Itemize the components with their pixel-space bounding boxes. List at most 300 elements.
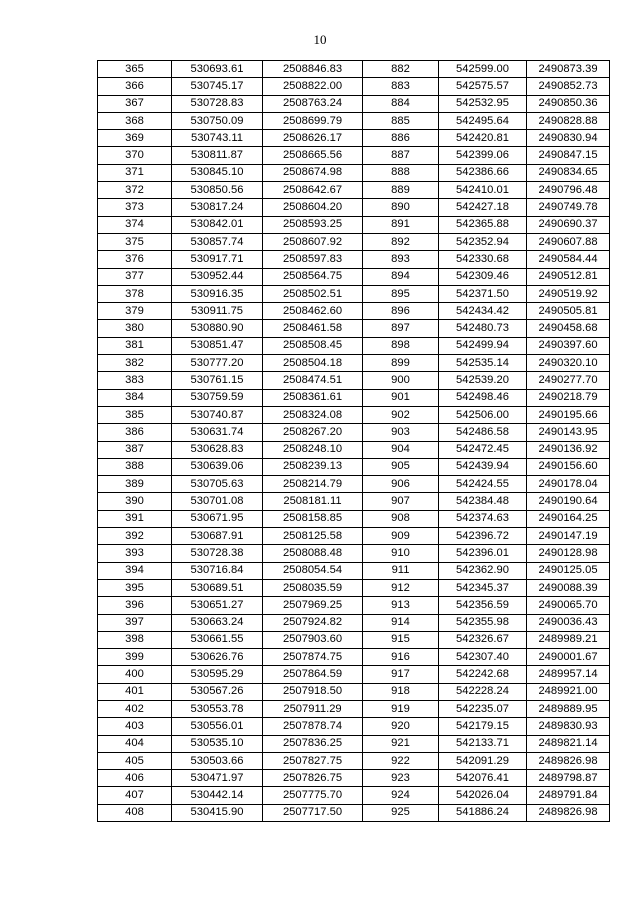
x-coordinate-cell: 541886.24 (439, 804, 527, 821)
table-row (98, 112, 610, 129)
point-number-cell: 378 (98, 285, 172, 302)
point-number-cell: 388 (98, 458, 172, 475)
point-number-cell: 892 (363, 233, 439, 250)
y-coordinate-cell: 2490584.44 (527, 251, 610, 268)
y-coordinate-cell: 2490850.36 (527, 95, 610, 112)
x-coordinate-cell: 530851.47 (172, 337, 263, 354)
y-coordinate-cell: 2489830.93 (527, 718, 610, 735)
y-coordinate-cell: 2490690.37 (527, 216, 610, 233)
y-coordinate-cell: 2489826.98 (527, 752, 610, 769)
page-number: 10 (313, 32, 327, 47)
table-row (98, 528, 610, 545)
point-number-cell: 898 (363, 337, 439, 354)
table-row (98, 614, 610, 631)
x-coordinate-cell: 530471.97 (172, 770, 263, 787)
point-number-cell: 401 (98, 683, 172, 700)
y-coordinate-cell: 2490830.94 (527, 130, 610, 147)
x-coordinate-cell: 530728.38 (172, 545, 263, 562)
y-coordinate-cell: 2507911.29 (263, 700, 363, 717)
point-number-cell: 914 (363, 614, 439, 631)
point-number-cell: 383 (98, 372, 172, 389)
point-number-cell: 377 (98, 268, 172, 285)
x-coordinate-cell: 530663.24 (172, 614, 263, 631)
x-coordinate-cell: 542410.01 (439, 182, 527, 199)
point-number-cell: 897 (363, 320, 439, 337)
y-coordinate-cell: 2508504.18 (263, 355, 363, 372)
point-number-cell: 915 (363, 631, 439, 648)
x-coordinate-cell: 542495.64 (439, 112, 527, 129)
y-coordinate-cell: 2508597.83 (263, 251, 363, 268)
y-coordinate-cell: 2507864.59 (263, 666, 363, 683)
point-number-cell: 386 (98, 424, 172, 441)
table-row (98, 303, 610, 320)
table-row (98, 95, 610, 112)
point-number-cell: 373 (98, 199, 172, 216)
y-coordinate-cell: 2508508.45 (263, 337, 363, 354)
point-number-cell: 904 (363, 441, 439, 458)
x-coordinate-cell: 542345.37 (439, 579, 527, 596)
y-coordinate-cell: 2489957.14 (527, 666, 610, 683)
point-number-cell: 387 (98, 441, 172, 458)
x-coordinate-cell: 542235.07 (439, 700, 527, 717)
point-number-cell: 370 (98, 147, 172, 164)
point-number-cell: 398 (98, 631, 172, 648)
y-coordinate-cell: 2490125.05 (527, 562, 610, 579)
point-number-cell: 909 (363, 528, 439, 545)
x-coordinate-cell: 530745.17 (172, 78, 263, 95)
y-coordinate-cell: 2490320.10 (527, 355, 610, 372)
x-coordinate-cell: 542228.24 (439, 683, 527, 700)
x-coordinate-cell: 530845.10 (172, 164, 263, 181)
y-coordinate-cell: 2508267.20 (263, 424, 363, 441)
table-row (98, 735, 610, 752)
table-row (98, 320, 610, 337)
x-coordinate-cell: 542396.01 (439, 545, 527, 562)
x-coordinate-cell: 542355.98 (439, 614, 527, 631)
x-coordinate-cell: 530689.51 (172, 579, 263, 596)
table-row (98, 787, 610, 804)
point-number-cell: 403 (98, 718, 172, 735)
point-number-cell: 882 (363, 61, 439, 78)
y-coordinate-cell: 2508324.08 (263, 406, 363, 423)
x-coordinate-cell: 530503.66 (172, 752, 263, 769)
y-coordinate-cell: 2490519.92 (527, 285, 610, 302)
point-number-cell: 379 (98, 303, 172, 320)
table-row (98, 718, 610, 735)
point-number-cell: 883 (363, 78, 439, 95)
y-coordinate-cell: 2507969.25 (263, 597, 363, 614)
point-number-cell: 890 (363, 199, 439, 216)
x-coordinate-cell: 542309.46 (439, 268, 527, 285)
point-number-cell: 367 (98, 95, 172, 112)
x-coordinate-cell: 542371.50 (439, 285, 527, 302)
x-coordinate-cell: 542424.55 (439, 476, 527, 493)
point-number-cell: 400 (98, 666, 172, 683)
y-coordinate-cell: 2507878.74 (263, 718, 363, 735)
y-coordinate-cell: 2490136.92 (527, 441, 610, 458)
y-coordinate-cell: 2490128.98 (527, 545, 610, 562)
y-coordinate-cell: 2490796.48 (527, 182, 610, 199)
point-number-cell: 374 (98, 216, 172, 233)
table-row (98, 631, 610, 648)
y-coordinate-cell: 2507827.75 (263, 752, 363, 769)
point-number-cell: 913 (363, 597, 439, 614)
point-number-cell: 921 (363, 735, 439, 752)
x-coordinate-cell: 542133.71 (439, 735, 527, 752)
x-coordinate-cell: 530857.74 (172, 233, 263, 250)
y-coordinate-cell: 2507918.50 (263, 683, 363, 700)
table-row (98, 562, 610, 579)
x-coordinate-cell: 542498.46 (439, 389, 527, 406)
y-coordinate-cell: 2508607.92 (263, 233, 363, 250)
point-number-cell: 924 (363, 787, 439, 804)
y-coordinate-cell: 2508239.13 (263, 458, 363, 475)
point-number-cell: 899 (363, 355, 439, 372)
x-coordinate-cell: 542532.95 (439, 95, 527, 112)
point-number-cell: 908 (363, 510, 439, 527)
x-coordinate-cell: 530693.61 (172, 61, 263, 78)
x-coordinate-cell: 542374.63 (439, 510, 527, 527)
table-row (98, 493, 610, 510)
y-coordinate-cell: 2508088.48 (263, 545, 363, 562)
point-number-cell: 902 (363, 406, 439, 423)
table-row (98, 700, 610, 717)
table-row (98, 804, 610, 821)
point-number-cell: 381 (98, 337, 172, 354)
x-coordinate-cell: 530687.91 (172, 528, 263, 545)
x-coordinate-cell: 530626.76 (172, 649, 263, 666)
x-coordinate-cell: 530842.01 (172, 216, 263, 233)
x-coordinate-cell: 530750.09 (172, 112, 263, 129)
point-number-cell: 906 (363, 476, 439, 493)
y-coordinate-cell: 2508502.51 (263, 285, 363, 302)
x-coordinate-cell: 542575.57 (439, 78, 527, 95)
table-row (98, 216, 610, 233)
x-coordinate-cell: 530917.71 (172, 251, 263, 268)
x-coordinate-cell: 530952.44 (172, 268, 263, 285)
y-coordinate-cell: 2490852.73 (527, 78, 610, 95)
x-coordinate-cell: 542386.66 (439, 164, 527, 181)
point-number-cell: 894 (363, 268, 439, 285)
x-coordinate-cell: 542091.29 (439, 752, 527, 769)
point-number-cell: 903 (363, 424, 439, 441)
point-number-cell: 896 (363, 303, 439, 320)
y-coordinate-cell: 2489921.00 (527, 683, 610, 700)
table-row (98, 355, 610, 372)
y-coordinate-cell: 2490749.78 (527, 199, 610, 216)
y-coordinate-cell: 2507903.60 (263, 631, 363, 648)
y-coordinate-cell: 2508846.83 (263, 61, 363, 78)
point-number-cell: 920 (363, 718, 439, 735)
x-coordinate-cell: 542539.20 (439, 372, 527, 389)
y-coordinate-cell: 2490065.70 (527, 597, 610, 614)
table-row (98, 441, 610, 458)
x-coordinate-cell: 530661.55 (172, 631, 263, 648)
table-row (98, 372, 610, 389)
table-row (98, 597, 610, 614)
point-number-cell: 402 (98, 700, 172, 717)
x-coordinate-cell: 530911.75 (172, 303, 263, 320)
point-number-cell: 368 (98, 112, 172, 129)
x-coordinate-cell: 542506.00 (439, 406, 527, 423)
y-coordinate-cell: 2508181.11 (263, 493, 363, 510)
x-coordinate-cell: 530728.83 (172, 95, 263, 112)
y-coordinate-cell: 2490147.19 (527, 528, 610, 545)
table-row (98, 147, 610, 164)
y-coordinate-cell: 2508054.54 (263, 562, 363, 579)
y-coordinate-cell: 2490873.39 (527, 61, 610, 78)
x-coordinate-cell: 530811.87 (172, 147, 263, 164)
y-coordinate-cell: 2508462.60 (263, 303, 363, 320)
x-coordinate-cell: 530415.90 (172, 804, 263, 821)
table-row (98, 476, 610, 493)
point-number-cell: 887 (363, 147, 439, 164)
table-row (98, 406, 610, 423)
y-coordinate-cell: 2508699.79 (263, 112, 363, 129)
x-coordinate-cell: 530850.56 (172, 182, 263, 199)
table-row (98, 251, 610, 268)
point-number-cell: 408 (98, 804, 172, 821)
x-coordinate-cell: 542330.68 (439, 251, 527, 268)
y-coordinate-cell: 2508822.00 (263, 78, 363, 95)
y-coordinate-cell: 2490828.88 (527, 112, 610, 129)
table-row (98, 199, 610, 216)
x-coordinate-cell: 530595.29 (172, 666, 263, 683)
point-number-cell: 369 (98, 130, 172, 147)
point-number-cell: 390 (98, 493, 172, 510)
x-coordinate-cell: 542242.68 (439, 666, 527, 683)
point-number-cell: 397 (98, 614, 172, 631)
x-coordinate-cell: 542499.94 (439, 337, 527, 354)
x-coordinate-cell: 530743.11 (172, 130, 263, 147)
x-coordinate-cell: 542535.14 (439, 355, 527, 372)
x-coordinate-cell: 542365.88 (439, 216, 527, 233)
x-coordinate-cell: 542472.45 (439, 441, 527, 458)
y-coordinate-cell: 2507836.25 (263, 735, 363, 752)
x-coordinate-cell: 542486.58 (439, 424, 527, 441)
x-coordinate-cell: 530759.59 (172, 389, 263, 406)
y-coordinate-cell: 2490834.65 (527, 164, 610, 181)
y-coordinate-cell: 2507717.50 (263, 804, 363, 821)
point-number-cell: 923 (363, 770, 439, 787)
point-number-cell: 886 (363, 130, 439, 147)
table-row (98, 164, 610, 181)
point-number-cell: 392 (98, 528, 172, 545)
x-coordinate-cell: 530651.27 (172, 597, 263, 614)
point-number-cell: 391 (98, 510, 172, 527)
y-coordinate-cell: 2508763.24 (263, 95, 363, 112)
x-coordinate-cell: 542399.06 (439, 147, 527, 164)
y-coordinate-cell: 2508158.85 (263, 510, 363, 527)
x-coordinate-cell: 542179.15 (439, 718, 527, 735)
y-coordinate-cell: 2507826.75 (263, 770, 363, 787)
point-number-cell: 895 (363, 285, 439, 302)
y-coordinate-cell: 2490190.64 (527, 493, 610, 510)
x-coordinate-cell: 542434.42 (439, 303, 527, 320)
y-coordinate-cell: 2489889.95 (527, 700, 610, 717)
point-number-cell: 917 (363, 666, 439, 683)
x-coordinate-cell: 542439.94 (439, 458, 527, 475)
y-coordinate-cell: 2508593.25 (263, 216, 363, 233)
x-coordinate-cell: 530442.14 (172, 787, 263, 804)
point-number-cell: 916 (363, 649, 439, 666)
table-row (98, 666, 610, 683)
y-coordinate-cell: 2490156.60 (527, 458, 610, 475)
point-number-cell: 384 (98, 389, 172, 406)
table-row (98, 683, 610, 700)
x-coordinate-cell: 542427.18 (439, 199, 527, 216)
x-coordinate-cell: 542396.72 (439, 528, 527, 545)
point-number-cell: 884 (363, 95, 439, 112)
x-coordinate-cell: 530777.20 (172, 355, 263, 372)
table-row (98, 389, 610, 406)
table-row (98, 182, 610, 199)
point-number-cell: 382 (98, 355, 172, 372)
y-coordinate-cell: 2489989.21 (527, 631, 610, 648)
x-coordinate-cell: 542352.94 (439, 233, 527, 250)
point-number-cell: 407 (98, 787, 172, 804)
table-row (98, 752, 610, 769)
y-coordinate-cell: 2489826.98 (527, 804, 610, 821)
table-row (98, 61, 610, 78)
y-coordinate-cell: 2490001.67 (527, 649, 610, 666)
table-row (98, 545, 610, 562)
x-coordinate-cell: 542076.41 (439, 770, 527, 787)
table-row (98, 78, 610, 95)
y-coordinate-cell: 2508361.61 (263, 389, 363, 406)
x-coordinate-cell: 530567.26 (172, 683, 263, 700)
x-coordinate-cell: 530535.10 (172, 735, 263, 752)
y-coordinate-cell: 2490143.95 (527, 424, 610, 441)
table-row (98, 130, 610, 147)
x-coordinate-cell: 542384.48 (439, 493, 527, 510)
y-coordinate-cell: 2489821.14 (527, 735, 610, 752)
y-coordinate-cell: 2507775.70 (263, 787, 363, 804)
x-coordinate-cell: 542356.59 (439, 597, 527, 614)
point-number-cell: 389 (98, 476, 172, 493)
point-number-cell: 912 (363, 579, 439, 596)
point-number-cell: 371 (98, 164, 172, 181)
table-row (98, 458, 610, 475)
point-number-cell: 376 (98, 251, 172, 268)
y-coordinate-cell: 2489791.84 (527, 787, 610, 804)
point-number-cell: 395 (98, 579, 172, 596)
y-coordinate-cell: 2490505.81 (527, 303, 610, 320)
point-number-cell: 365 (98, 61, 172, 78)
point-number-cell: 891 (363, 216, 439, 233)
y-coordinate-cell: 2508626.17 (263, 130, 363, 147)
point-number-cell: 372 (98, 182, 172, 199)
y-coordinate-cell: 2490397.60 (527, 337, 610, 354)
x-coordinate-cell: 530916.35 (172, 285, 263, 302)
y-coordinate-cell: 2490607.88 (527, 233, 610, 250)
table-row (98, 268, 610, 285)
y-coordinate-cell: 2490036.43 (527, 614, 610, 631)
x-coordinate-cell: 530553.78 (172, 700, 263, 717)
y-coordinate-cell: 2508665.56 (263, 147, 363, 164)
x-coordinate-cell: 530716.84 (172, 562, 263, 579)
y-coordinate-cell: 2489798.87 (527, 770, 610, 787)
point-number-cell: 900 (363, 372, 439, 389)
y-coordinate-cell: 2508461.58 (263, 320, 363, 337)
point-number-cell: 905 (363, 458, 439, 475)
point-number-cell: 375 (98, 233, 172, 250)
y-coordinate-cell: 2490512.81 (527, 268, 610, 285)
x-coordinate-cell: 530639.06 (172, 458, 263, 475)
y-coordinate-cell: 2508604.20 (263, 199, 363, 216)
x-coordinate-cell: 530701.08 (172, 493, 263, 510)
x-coordinate-cell: 530628.83 (172, 441, 263, 458)
x-coordinate-cell: 530556.01 (172, 718, 263, 735)
y-coordinate-cell: 2508474.51 (263, 372, 363, 389)
point-number-cell: 910 (363, 545, 439, 562)
x-coordinate-cell: 542480.73 (439, 320, 527, 337)
point-number-cell: 893 (363, 251, 439, 268)
table-row (98, 510, 610, 527)
x-coordinate-cell: 530817.24 (172, 199, 263, 216)
point-number-cell: 888 (363, 164, 439, 181)
x-coordinate-cell: 530705.63 (172, 476, 263, 493)
coordinate-table (97, 60, 610, 822)
x-coordinate-cell: 542026.04 (439, 787, 527, 804)
x-coordinate-cell: 530631.74 (172, 424, 263, 441)
table-row (98, 424, 610, 441)
y-coordinate-cell: 2508674.98 (263, 164, 363, 181)
point-number-cell: 922 (363, 752, 439, 769)
y-coordinate-cell: 2490164.25 (527, 510, 610, 527)
y-coordinate-cell: 2490195.66 (527, 406, 610, 423)
x-coordinate-cell: 542599.00 (439, 61, 527, 78)
x-coordinate-cell: 530761.15 (172, 372, 263, 389)
table-row (98, 337, 610, 354)
table-row (98, 233, 610, 250)
point-number-cell: 901 (363, 389, 439, 406)
table-row (98, 770, 610, 787)
y-coordinate-cell: 2490178.04 (527, 476, 610, 493)
point-number-cell: 406 (98, 770, 172, 787)
point-number-cell: 393 (98, 545, 172, 562)
point-number-cell: 925 (363, 804, 439, 821)
y-coordinate-cell: 2508214.79 (263, 476, 363, 493)
y-coordinate-cell: 2490088.39 (527, 579, 610, 596)
y-coordinate-cell: 2508125.58 (263, 528, 363, 545)
y-coordinate-cell: 2490458.68 (527, 320, 610, 337)
point-number-cell: 366 (98, 78, 172, 95)
point-number-cell: 385 (98, 406, 172, 423)
table-row (98, 579, 610, 596)
x-coordinate-cell: 542362.90 (439, 562, 527, 579)
point-number-cell: 396 (98, 597, 172, 614)
point-number-cell: 399 (98, 649, 172, 666)
x-coordinate-cell: 542307.40 (439, 649, 527, 666)
y-coordinate-cell: 2508035.59 (263, 579, 363, 596)
y-coordinate-cell: 2508642.67 (263, 182, 363, 199)
x-coordinate-cell: 542420.81 (439, 130, 527, 147)
x-coordinate-cell: 530880.90 (172, 320, 263, 337)
point-number-cell: 919 (363, 700, 439, 717)
point-number-cell: 885 (363, 112, 439, 129)
point-number-cell: 889 (363, 182, 439, 199)
y-coordinate-cell: 2507924.82 (263, 614, 363, 631)
point-number-cell: 918 (363, 683, 439, 700)
point-number-cell: 911 (363, 562, 439, 579)
point-number-cell: 380 (98, 320, 172, 337)
y-coordinate-cell: 2507874.75 (263, 649, 363, 666)
y-coordinate-cell: 2508248.10 (263, 441, 363, 458)
y-coordinate-cell: 2490277.70 (527, 372, 610, 389)
y-coordinate-cell: 2508564.75 (263, 268, 363, 285)
y-coordinate-cell: 2490847.15 (527, 147, 610, 164)
